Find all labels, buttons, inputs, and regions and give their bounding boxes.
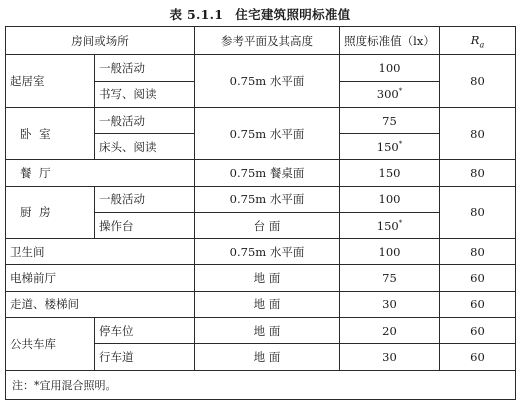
table-row [6, 55, 516, 81]
illuminance-cell [340, 81, 440, 107]
table-note: 注：*宜用混合照明。 [6, 370, 516, 399]
table-row [6, 318, 516, 344]
table-row [6, 291, 516, 317]
reference-plane: 0.75m 水平面 [195, 107, 340, 160]
activity-name: 书写、阅读 [95, 81, 195, 107]
ra-value: 80 [440, 55, 516, 108]
ra-value: 80 [440, 160, 516, 186]
room-name: 电梯前厅 [6, 265, 195, 291]
header-ra [440, 27, 516, 55]
illuminance-value: 100 [340, 55, 440, 81]
ra-value: 80 [440, 186, 516, 239]
table-title-text: 住宅建筑照明标准值 [235, 7, 351, 22]
table-number: 表 5.1.1 [169, 7, 224, 22]
ra-symbol: R [470, 32, 480, 47]
illuminance-value: 75 [340, 107, 440, 133]
mixed-lighting-mark: * [398, 139, 403, 148]
illuminance-value: 30 [340, 344, 440, 370]
table-row [6, 107, 516, 133]
room-name: 厨 房 [6, 186, 95, 239]
activity-name: 一般活动 [95, 186, 195, 212]
ra-value: 60 [440, 291, 516, 317]
activity-name: 操作台 [95, 212, 195, 238]
ra-value: 60 [440, 344, 516, 370]
reference-plane: 地 面 [195, 318, 340, 344]
table-row [6, 186, 516, 212]
note-row [6, 370, 516, 399]
illuminance-value: 100 [340, 186, 440, 212]
activity-name: 停车位 [95, 318, 195, 344]
room-name: 公共车库 [6, 318, 95, 371]
header-room: 房间或场所 [6, 27, 195, 55]
reference-plane: 0.75m 水平面 [195, 55, 340, 108]
reference-plane: 台 面 [195, 212, 340, 238]
reference-plane: 0.75m 水平面 [195, 239, 340, 265]
reference-plane: 0.75m 水平面 [195, 186, 340, 212]
ra-value: 80 [440, 239, 516, 265]
table-row [6, 160, 516, 186]
illuminance-value: 100 [340, 239, 440, 265]
activity-name: 床头、阅读 [95, 134, 195, 160]
reference-plane: 0.75m 餐桌面 [195, 160, 340, 186]
room-name: 起居室 [6, 55, 95, 108]
table-row [6, 265, 516, 291]
illuminance-value: 20 [340, 318, 440, 344]
reference-plane: 地 面 [195, 291, 340, 317]
room-name: 走道、楼梯间 [6, 291, 195, 317]
mixed-lighting-mark: * [398, 218, 403, 227]
ra-value: 60 [440, 318, 516, 344]
header-plane: 参考平面及其高度 [195, 27, 340, 55]
activity-name: 行车道 [95, 344, 195, 370]
illuminance-value: 300 [376, 87, 399, 102]
illuminance-value: 150 [376, 139, 399, 154]
header-row [6, 27, 516, 55]
table-title [0, 5, 520, 23]
room-name: 卧 室 [6, 107, 95, 160]
ra-value: 80 [440, 107, 516, 160]
activity-name: 一般活动 [95, 55, 195, 81]
ra-value: 60 [440, 265, 516, 291]
lighting-standard-table [5, 26, 516, 400]
illuminance-value: 75 [340, 265, 440, 291]
activity-name: 一般活动 [95, 107, 195, 133]
table-row [6, 239, 516, 265]
header-lux: 照度标准值（lx） [340, 27, 440, 55]
room-name: 餐 厅 [6, 160, 195, 186]
reference-plane: 地 面 [195, 344, 340, 370]
room-name: 卫生间 [6, 239, 195, 265]
mixed-lighting-mark: * [398, 87, 403, 96]
illuminance-value: 30 [340, 291, 440, 317]
illuminance-value: 150 [340, 160, 440, 186]
ra-subscript: a [479, 39, 485, 49]
illuminance-cell [340, 212, 440, 238]
illuminance-value: 150 [376, 218, 399, 233]
reference-plane: 地 面 [195, 265, 340, 291]
illuminance-cell [340, 134, 440, 160]
